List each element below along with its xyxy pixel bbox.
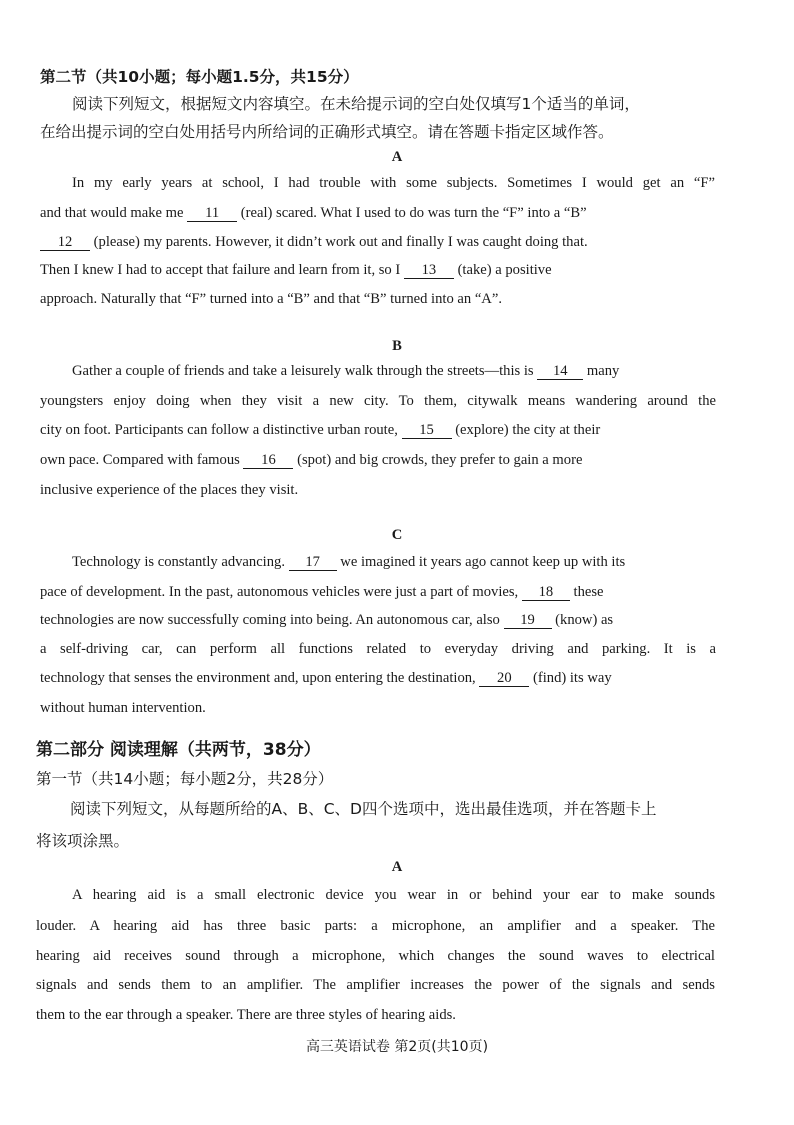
passage-a-line-2-post: (real) scared. What I used to do was turn the “F” into a “B”: [240, 205, 587, 221]
passage-a-line-2-pre: and that would make me: [40, 205, 184, 221]
passage-c-line-3-post: (know) as: [555, 612, 614, 628]
blank-11[interactable]: 11: [187, 206, 237, 222]
passage-b-line-3: [40, 423, 600, 439]
part-two-title: 第二部分 阅读理解（共两节，38分）: [36, 740, 321, 760]
blank-14[interactable]: 14: [537, 364, 583, 380]
passage-c-line-5-pre: technology that senses the environment and, upon entering the destination,: [40, 670, 476, 686]
passage-a-line-4-post: (take) a positive: [457, 262, 552, 278]
blank-19[interactable]: 19: [504, 613, 552, 629]
blank-20[interactable]: 20: [479, 671, 529, 687]
passage-a-line-1: In my early years at school, I had trouble with some subjects. Sometimes I would get an “F”: [72, 175, 715, 191]
page-footer: 高三英语试卷 第2页(共10页): [305, 1039, 489, 1055]
passage-b-line-1-pre: Gather a couple of friends and take a leisurely walk through the streets—this is: [72, 363, 534, 379]
passage-b-line-4-post: (spot) and big crowds, they prefer to gain a more: [297, 452, 583, 468]
passage-c-line-1: [72, 555, 625, 571]
passage-c-line-6: without human intervention.: [40, 700, 206, 716]
passage-a-line-2: [40, 206, 587, 222]
passage-b-label: B: [392, 338, 402, 354]
part-two-instruction-2: 将该项涂黑。: [36, 832, 130, 850]
blank-15[interactable]: 15: [402, 423, 452, 439]
instruction-line-1: 阅读下列短文，根据短文内容填空。在未给提示词的空白处仅填写1个适当的单词，: [72, 95, 640, 113]
blank-13[interactable]: 13: [404, 263, 454, 279]
passage-b-line-4-pre: own pace. Compared with famous: [40, 452, 240, 468]
section-title: 第二节（共10小题；每小题1.5分，共15分）: [40, 68, 359, 86]
passage-c-line-4: a self-driving car, can perform all functions related to everyday driving and parking. It is a: [40, 641, 716, 657]
reading-a-line-3: hearing aid receives sound through a microphone, which changes the sound waves to electrical: [36, 948, 715, 964]
passage-a-line-3: [40, 235, 588, 251]
passage-c-line-2: [40, 585, 604, 601]
passage-b-line-1-post: many: [586, 363, 620, 379]
passage-a-line-5: approach. Naturally that “F” turned into a “B” and that “B” turned into an “A”.: [40, 291, 502, 307]
passage-c-line-3-pre: technologies are now successfully coming into being. An autonomous car, also: [40, 612, 500, 628]
reading-a-line-5: them to the ear through a speaker. There are three styles of hearing aids.: [36, 1007, 456, 1023]
passage-c-line-3: [40, 613, 613, 629]
blank-16[interactable]: 16: [243, 453, 293, 469]
blank-12[interactable]: 12: [40, 235, 90, 251]
reading-a-line-4: signals and sends them to an amplifier. The amplifier increases the power of the signals and sends: [36, 977, 715, 993]
passage-a-line-4-pre: Then I knew I had to accept that failure and learn from it, so I: [40, 262, 401, 278]
passage-a-line-4: [40, 263, 552, 279]
instruction-line-2: 在给出提示词的空白处用括号内所给词的正确形式填空。请在答题卡指定区域作答。: [40, 123, 614, 141]
reading-a-line-2: louder. A hearing aid has three basic parts: a microphone, an amplifier and a speaker. The: [36, 918, 715, 934]
passage-c-line-1-pre: Technology is constantly advancing.: [72, 554, 285, 570]
passage-c-line-5-post: (find) its way: [533, 670, 612, 686]
passage-b-line-1: [72, 364, 619, 380]
passage-a-line-3-post: (please) my parents. However, it didn’t work out and finally I was caught doing that.: [93, 234, 588, 250]
passage-a-label: A: [391, 149, 403, 165]
passage-b-line-5: inclusive experience of the places they visit.: [40, 482, 299, 498]
reading-a-line-1: A hearing aid is a small electronic device you wear in or behind your ear to make sounds: [72, 887, 715, 903]
passage-b-line-2: youngsters enjoy doing when they visit a new city. To them, citywalk means wandering around the: [40, 393, 716, 409]
passage-c-line-1-post: we imagined it years ago cannot keep up with its: [340, 554, 626, 570]
passage-c-line-2-pre: pace of development. In the past, autonomous vehicles were just a part of movies,: [40, 584, 519, 600]
blank-18[interactable]: 18: [522, 585, 570, 601]
reading-a-label: A: [391, 859, 403, 875]
passage-b-line-4: [40, 453, 582, 469]
passage-b-line-3-pre: city on foot. Participants can follow a distinctive urban route,: [40, 422, 398, 438]
passage-b-line-3-post: (explore) the city at their: [455, 422, 601, 438]
part-two-instruction-1: 阅读下列短文，从每题所给的A、B、C、D四个选项中，选出最佳选项，并在答题卡上: [70, 800, 657, 818]
passage-c-label: C: [391, 527, 403, 543]
blank-17[interactable]: 17: [289, 555, 337, 571]
passage-c-line-5: [40, 671, 612, 687]
part-two-section-title: 第一节（共14小题；每小题2分，共28分）: [36, 770, 334, 788]
passage-c-line-2-post: these: [573, 584, 604, 600]
